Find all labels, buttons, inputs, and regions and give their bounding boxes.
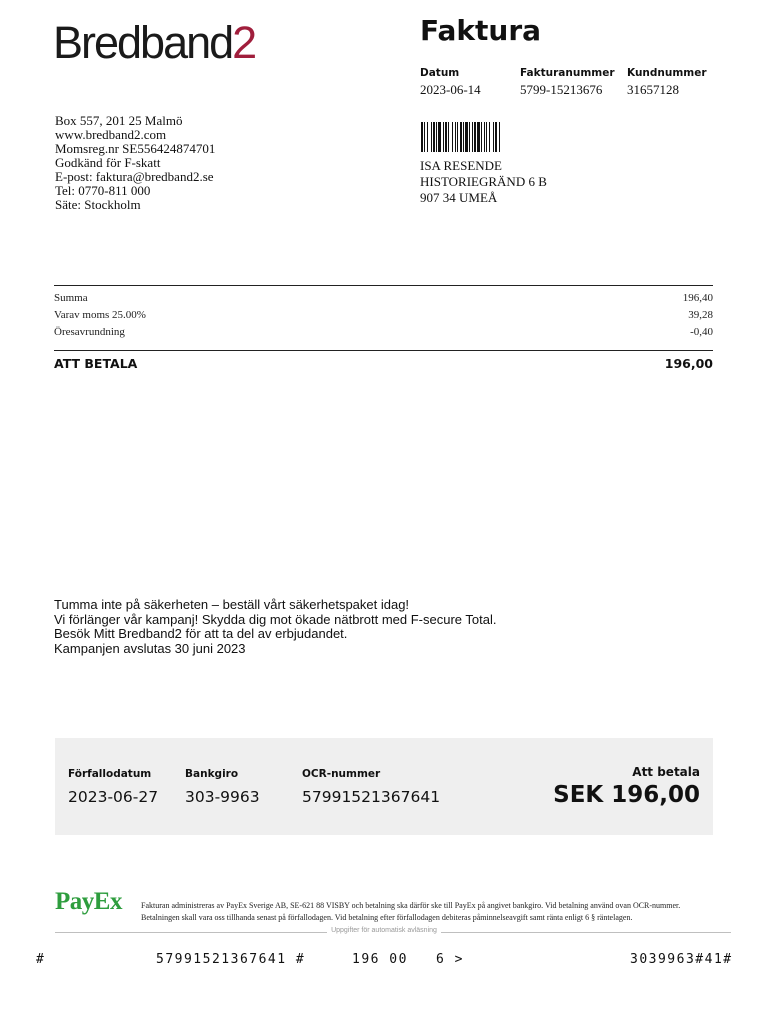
summary-top-rule [54,285,713,286]
ocr-reference: 57991521367641 # [156,952,306,967]
ocr-value: 57991521367641 [302,788,441,806]
payex-notice [141,900,721,923]
cut-line-label [0,927,768,934]
cut-line-label-text: Uppgifter för automatisk avläsning [327,927,441,934]
logo-accent-text: 2 [232,17,256,68]
invoice-number-label: Fakturanummer [520,67,615,79]
total-row [54,356,713,371]
customer-number-value: 31657128 [627,82,679,97]
ocr-start-marker: # [36,952,46,967]
payex-notice-line: Betalningen skall vara oss tillhanda senast på förfallodagen. Vid betalning efter förfallodagen debiteras påminnelseavgift samt ränta enligt 6 § räntelagen. [141,912,633,922]
ocr-check-digit: 6 > [436,952,464,967]
logo-main-text: Bredband [53,17,233,68]
payment-summary-box [55,738,713,835]
sender-line: Box 557, 201 25 Malmö [55,113,183,128]
summary-row-sum [54,292,713,308]
amount-due-value: SEK 196,00 [553,782,700,808]
summary-label: Summa [54,292,88,304]
bankgiro-label: Bankgiro [185,768,239,780]
summary-label: Varav moms 25.00% [54,309,146,321]
promo-line: Kampanjen avslutas 30 juni 2023 [54,640,246,656]
sender-vat-number: Momsreg.nr SE556424874701 [55,141,216,156]
amount-due-label: Att betala [632,765,700,779]
sender-seat: Säte: Stockholm [55,197,141,212]
date-value: 2023-06-14 [420,82,481,97]
recipient-postal: 907 34 UMEÅ [420,190,498,205]
promo-line: Besök Mitt Bredband2 för att ta del av erbjudandet. [54,626,348,641]
payex-notice-line: Fakturan administreras av PayEx Sverige AB, SE-621 88 VISBY och betalning ska därför ske till PayEx på angivet bankgiro. Vid betalning använd ovan OCR-nummer. [141,901,681,910]
barcode [421,122,545,152]
customer-number-label: Kundnummer [627,67,707,79]
total-value: 196,00 [664,356,713,371]
invoice-title: Faktura [420,14,542,47]
ocr-amount: 196 00 [352,952,408,967]
summary-value: 196,40 [682,292,713,304]
summary-row-vat [54,309,713,325]
date-label: Datum [420,67,460,79]
bredband2-logo [53,17,256,68]
recipient-address-block [420,158,547,206]
due-date-value: 2023-06-27 [68,788,159,806]
sender-phone: Tel: 0770-811 000 [55,183,151,198]
sender-tax-status: Godkänd för F-skatt [55,155,161,170]
total-label: ATT BETALA [54,356,138,371]
payex-logo: PayEx [55,888,122,915]
recipient-name: ISA RESENDE [420,158,502,173]
due-date-label: Förfallodatum [68,768,152,780]
summary-label: Öresavrundning [54,326,125,338]
sender-address-block [55,114,215,212]
sender-email: E-post: faktura@bredband2.se [55,169,214,184]
promo-message [54,598,496,656]
recipient-street: HISTORIEGRÄND 6 B [420,174,547,189]
invoice-number-value: 5799-15213676 [520,82,603,97]
sender-website: www.bredband2.com [55,127,167,142]
promo-line: Vi förlänger vår kampanj! Skydda dig mot ökade nätbrott med F-secure Total. [54,611,497,627]
summary-row-rounding [54,326,713,342]
promo-line: Tumma inte på säkerheten – beställ vårt säkerhetspaket idag! [54,597,410,612]
summary-value: -0,40 [690,326,713,338]
bankgiro-value: 303-9963 [185,788,260,806]
summary-value: 39,28 [688,309,713,321]
summary-bottom-rule [54,350,713,351]
ocr-account: 3039963#41# [630,952,733,967]
ocr-label: OCR-nummer [302,768,381,780]
